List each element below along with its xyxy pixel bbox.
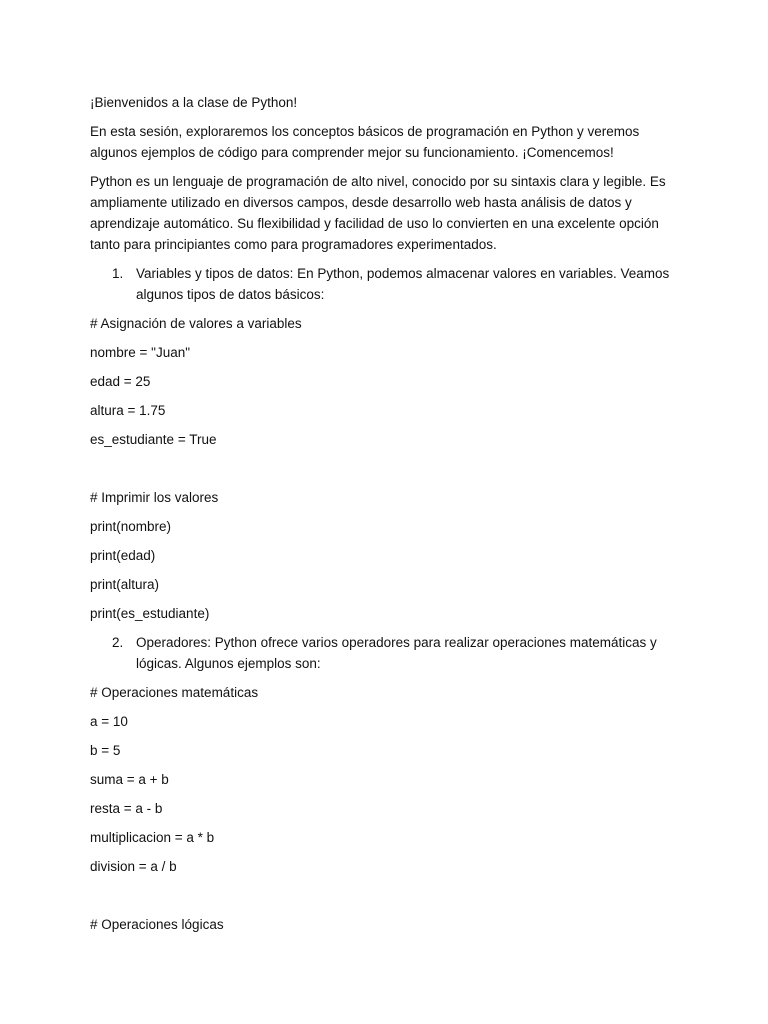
code-block-logic (90, 914, 690, 935)
code-block-variables (90, 313, 690, 450)
code-line: multiplicacion = a * b (90, 830, 215, 845)
code-line: es_estudiante = True (90, 432, 217, 447)
code-line: # Operaciones lógicas (90, 917, 224, 932)
list-text: Variables y tipos de datos: En Python, podemos almacenar valores en variables. Veamos algunos tipos de datos básicos: (136, 266, 670, 302)
code-block-math (90, 682, 690, 877)
welcome-heading: ¡Bienvenidos a la clase de Python! (90, 95, 298, 110)
code-line: print(edad) (90, 548, 156, 563)
blank-line (90, 458, 690, 487)
code-line: suma = a + b (90, 772, 169, 787)
code-line: print(altura) (90, 577, 160, 592)
list-item-operators (112, 632, 690, 674)
code-line: # Imprimir los valores (90, 490, 219, 505)
code-line: division = a / b (90, 859, 177, 874)
list-number: 1. (112, 266, 124, 281)
document-page (90, 92, 690, 943)
list-item-variables (112, 263, 690, 305)
code-line: b = 5 (90, 743, 121, 758)
code-line: altura = 1.75 (90, 403, 166, 418)
code-line: # Asignación de valores a variables (90, 316, 302, 331)
intro-paragraph: En esta sesión, exploraremos los conceptos básicos de programación en Python y veremos algunos ejemplos de código para comprender mejor su funcionamiento. ¡Comencemos! (90, 124, 640, 160)
code-block-print (90, 487, 690, 624)
list-number: 2. (112, 635, 124, 650)
description-paragraph: Python es un lenguaje de programación de alto nivel, conocido por su sintaxis clara y legible. Es ampliamente utilizado en diversos campos, desde desarrollo web hasta análisis de datos y aprendizaje automático. Su flexibilidad y facilidad de uso lo convierten en una excelente opción tanto para principiantes como para programadores experimentados. (90, 174, 666, 252)
code-line: print(nombre) (90, 519, 172, 534)
code-line: resta = a - b (90, 801, 163, 816)
list-text: Operadores: Python ofrece varios operadores para realizar operaciones matemáticas y lógicas. Algunos ejemplos son: (136, 635, 657, 671)
code-line: nombre = "Juan" (90, 345, 191, 360)
code-line: edad = 25 (90, 374, 151, 389)
code-line: print(es_estudiante) (90, 606, 210, 621)
blank-line (90, 885, 690, 914)
code-line: # Operaciones matemáticas (90, 685, 259, 700)
code-line: a = 10 (90, 714, 128, 729)
